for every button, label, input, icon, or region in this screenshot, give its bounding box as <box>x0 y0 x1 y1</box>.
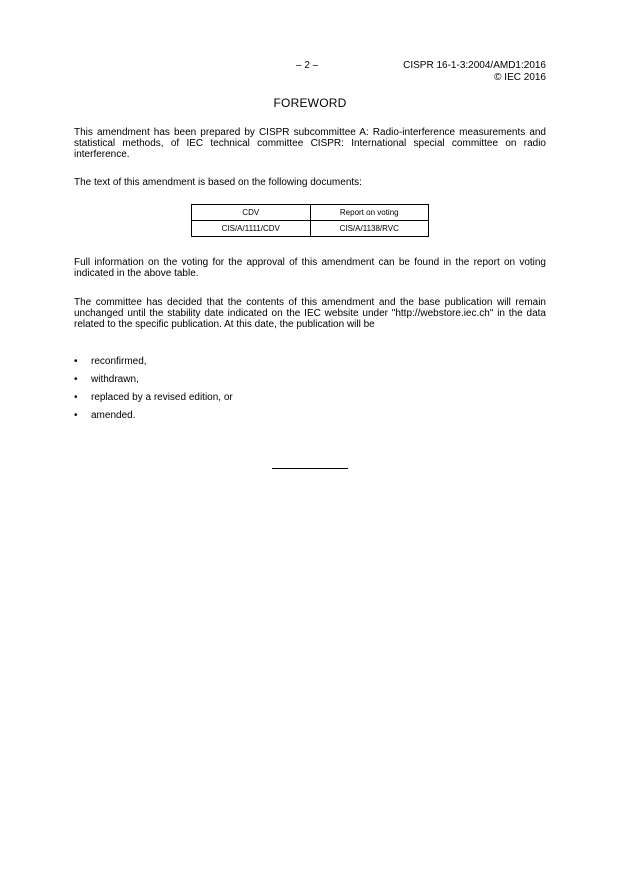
paragraph-stability-date: The committee has decided that the contents of this amendment and the base publication will remain unchanged until the stability date indicated on the IEC website under "http://webstore.iec.ch" in the data related to the specific publication. At this date, the publication will be <box>74 297 546 330</box>
paragraph-preparation: This amendment has been prepared by CISPR subcommittee A: Radio-interference measurements and statistical methods, of IEC technical committee CISPR: International special committee on radio interference. <box>74 127 546 160</box>
end-of-section-rule <box>272 468 348 469</box>
bullet-icon: • <box>74 356 78 367</box>
foreword-title: FOREWORD <box>273 96 347 110</box>
table-cell-cdv: CIS/A/1111/CDV <box>192 221 311 237</box>
bullet-icon: • <box>74 392 78 403</box>
list-item <box>74 392 546 404</box>
list-item <box>74 410 546 422</box>
copyright-notice: © IEC 2016 <box>494 72 546 83</box>
list-item <box>74 374 546 386</box>
table-header-report-on-voting: Report on voting <box>310 205 429 221</box>
paragraph-voting-info: Full information on the voting for the approval of this amendment can be found in the report on voting indicated in the above table. <box>74 257 546 279</box>
document-id: CISPR 16-1-3:2004/AMD1:2016 <box>403 60 546 71</box>
table-header-cdv: CDV <box>192 205 311 221</box>
paragraph-documents-intro: The text of this amendment is based on the following documents: <box>74 177 362 188</box>
bullet-icon: • <box>74 374 78 385</box>
table-header-row <box>192 205 429 221</box>
document-reference <box>403 60 546 84</box>
list-item <box>74 356 546 368</box>
publication-outcome-list <box>74 356 546 428</box>
voting-documents-table <box>191 204 429 237</box>
bullet-icon: • <box>74 410 78 421</box>
page-number: – 2 – <box>296 60 319 71</box>
table-cell-rvc: CIS/A/1138/RVC <box>310 221 429 237</box>
table-row <box>192 221 429 237</box>
list-item-text: amended. <box>91 410 136 421</box>
list-item-text: withdrawn, <box>91 374 139 385</box>
list-item-text: reconfirmed, <box>91 356 147 367</box>
list-item-text: replaced by a revised edition, or <box>91 392 233 403</box>
